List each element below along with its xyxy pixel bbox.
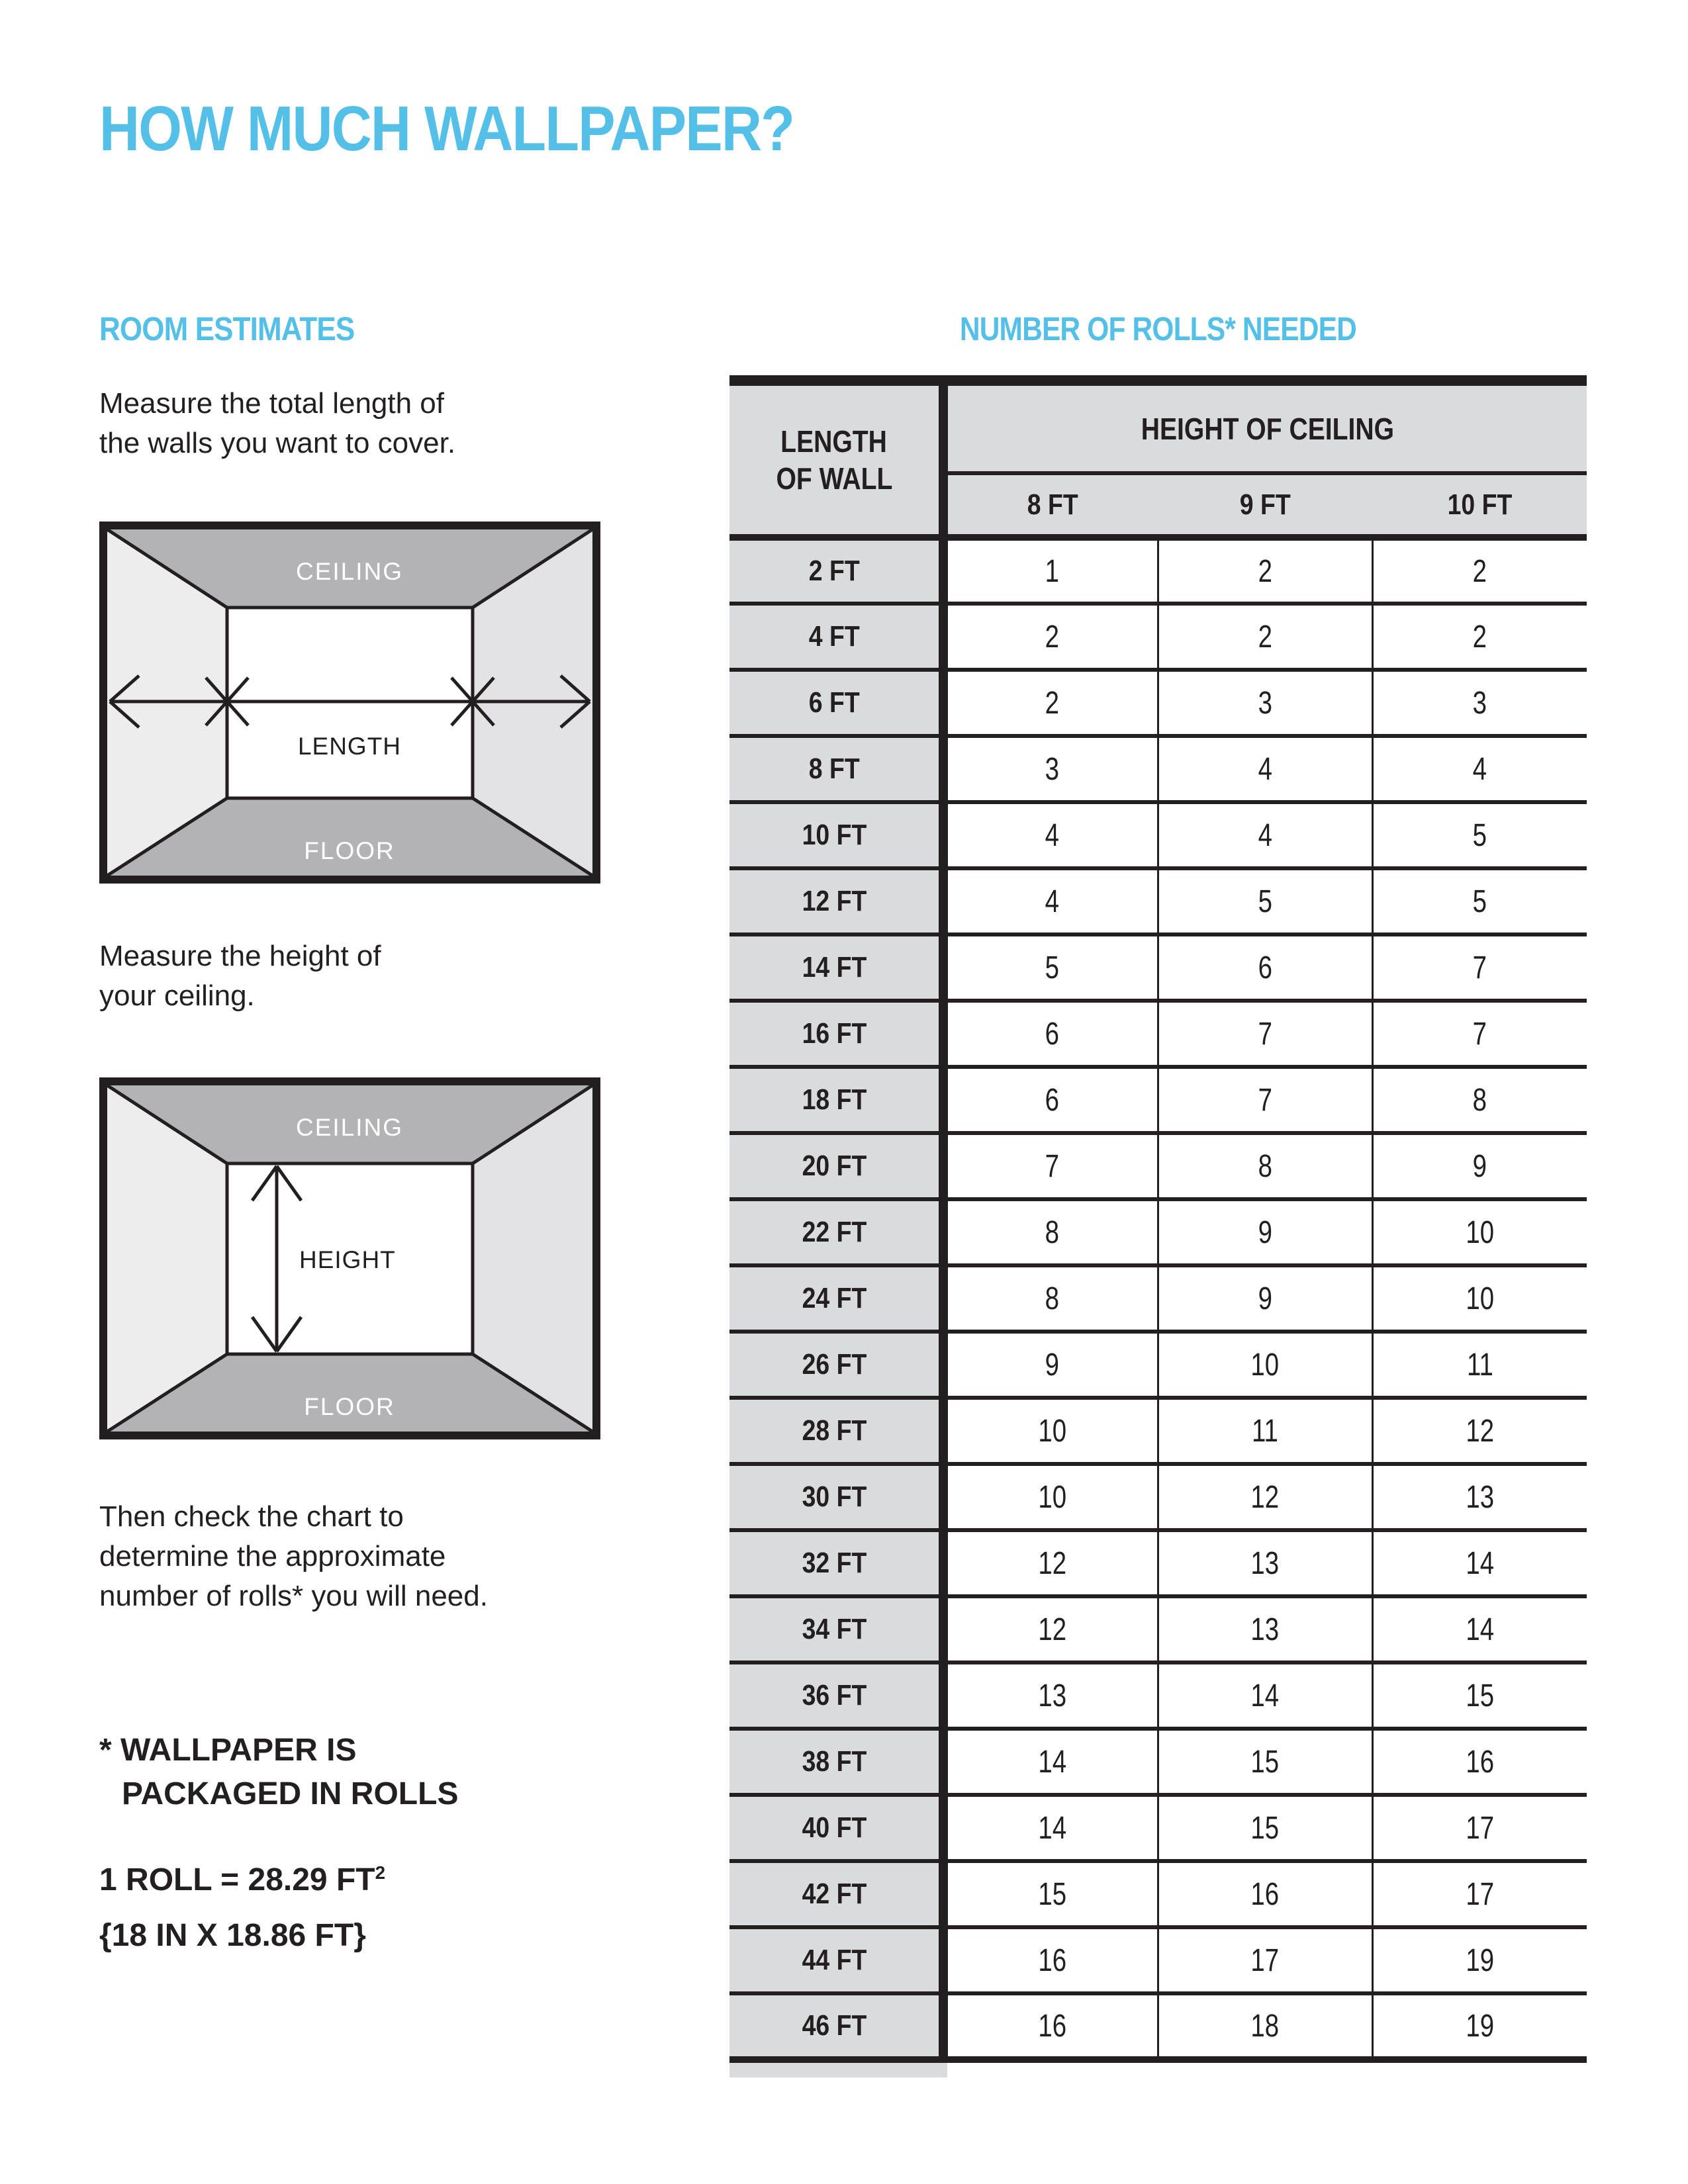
cell-value [1372,1398,1587,1464]
row-label [729,868,943,934]
cell-value [1158,1332,1372,1398]
page-title [99,93,888,165]
cell-value-text: 14 [1038,1744,1067,1780]
cell-value [1372,1332,1587,1398]
table-row [729,1861,1587,1927]
table-row [729,868,1587,934]
row-label-text: 18 FT [802,1083,867,1116]
cell-value-text: 13 [1250,1545,1280,1581]
cell-value-text: 10 [1038,1479,1067,1515]
row-header-cell [729,381,943,537]
cell-value-text: 17 [1466,1810,1495,1846]
column-header-10ft: 10 FT [1372,473,1587,537]
table-row [729,1133,1587,1199]
row-label-text: 22 FT [802,1216,867,1248]
cell-value [1158,802,1372,868]
cell-value [943,1993,1158,2060]
row-label-text: 4 FT [808,620,860,653]
cell-value [943,537,1158,604]
row-label-text: 30 FT [802,1480,867,1513]
row-label [729,1993,943,2060]
table-header-row [729,381,1587,473]
ceiling-label: CEILING [295,558,404,585]
room-estimates-heading: ROOM ESTIMATES [99,310,355,347]
cell-value [943,1133,1158,1199]
cell-value [1158,1927,1372,1993]
page-title-text: HOW MUCH WALLPAPER? [99,93,794,164]
cell-value-text: 13 [1250,1612,1280,1647]
row-label-text: 6 FT [808,686,860,719]
cell-value [1372,670,1587,736]
footnote-line1: * WALLPAPER IS [99,1733,357,1768]
row-label [729,1530,943,1596]
table-row [729,1530,1587,1596]
cell-value-text: 10 [1250,1347,1280,1383]
cell-value [1372,1265,1587,1332]
cell-value-text: 4 [1045,817,1060,853]
floor-label: FLOOR [304,1393,395,1420]
cell-value [1158,1795,1372,1861]
cell-value-text: 14 [1466,1545,1495,1581]
cell-value-text: 15 [1466,1678,1495,1713]
row-label-text: 8 FT [808,752,860,785]
row-label-text: 20 FT [802,1150,867,1182]
cell-value-text: 16 [1038,2008,1067,2044]
cell-value-text: 5 [1473,884,1487,919]
cell-value-text: 7 [1045,1148,1060,1184]
rolls-table-wrap [729,375,1587,2077]
row-label-text: 26 FT [802,1348,867,1381]
row-label [729,802,943,868]
roll-dimensions: {18 IN X 18.86 FT} [99,1917,366,1953]
row-label [729,1133,943,1199]
row-label [729,537,943,604]
cell-value [1158,1993,1372,2060]
cell-value [1372,604,1587,670]
footnote-line2: PACKAGED IN ROLLS [122,1776,459,1811]
step2-text [99,936,381,1016]
cell-value-text: 10 [1466,1214,1495,1250]
length-label: LENGTH [297,733,402,760]
row-label-text: 32 FT [802,1547,867,1579]
row-label [729,1001,943,1067]
cell-value-text: 13 [1038,1678,1067,1713]
cell-value [943,1001,1158,1067]
cell-value [1372,1001,1587,1067]
cell-value-text: 15 [1250,1744,1280,1780]
cell-value-text: 9 [1258,1214,1272,1250]
cell-value-text: 14 [1250,1678,1280,1713]
cell-value-text: 12 [1466,1413,1495,1449]
row-label [729,1729,943,1795]
cell-value [943,802,1158,868]
row-label [729,1596,943,1662]
cell-value-text: 10 [1466,1281,1495,1316]
cell-value [1372,868,1587,934]
column-group-header: HEIGHT OF CEILING [943,381,1587,473]
table-row [729,1332,1587,1398]
cell-value-text: 2 [1045,619,1060,655]
cell-value-text: 19 [1466,2008,1495,2044]
row-label [729,1265,943,1332]
cell-value [943,1861,1158,1927]
row-label-text: 28 FT [802,1414,867,1447]
cell-value-text: 4 [1258,817,1272,853]
cell-value [1372,1596,1587,1662]
room-length-diagram [99,522,600,884]
cell-value-text: 13 [1466,1479,1495,1515]
cell-value-text: 6 [1045,1016,1060,1052]
cell-value [1372,934,1587,1001]
table-row [729,604,1587,670]
row-label [729,934,943,1001]
step2-line1: Measure the height of [99,940,381,972]
cell-value-text: 9 [1258,1281,1272,1316]
cell-value-text: 3 [1473,685,1487,721]
table-row [729,537,1587,604]
cell-value-text: 8 [1258,1148,1272,1184]
cell-value-text: 12 [1038,1612,1067,1647]
cell-value-text: 14 [1466,1612,1495,1647]
table-row [729,670,1587,736]
roll-info [99,1861,385,1954]
cell-value [1372,736,1587,802]
row-label-text: 16 FT [802,1017,867,1050]
cell-value [1158,1265,1372,1332]
cell-value-text: 7 [1258,1082,1272,1118]
cell-value [1372,1927,1587,1993]
rolls-needed-heading: NUMBER OF ROLLS* NEEDED [959,310,1357,347]
cell-value [943,1332,1158,1398]
cell-value-text: 2 [1045,685,1060,721]
table-row [729,1067,1587,1133]
table-row [729,1398,1587,1464]
cell-value [1158,670,1372,736]
cell-value [943,1265,1158,1332]
cell-value [943,1662,1158,1729]
table-row [729,1001,1587,1067]
cell-value [1158,1729,1372,1795]
cell-value [1372,1662,1587,1729]
step1-text [99,384,455,463]
cell-value-text: 17 [1466,1876,1495,1912]
column-header-8ft: 8 FT [943,473,1158,537]
cell-value-text: 19 [1466,1942,1495,1978]
cell-value-text: 9 [1045,1347,1060,1383]
cell-value-text: 12 [1250,1479,1280,1515]
cell-value-text: 4 [1258,751,1272,787]
row-label-text: 24 FT [802,1282,867,1314]
cell-value [943,1927,1158,1993]
cell-value [943,736,1158,802]
cell-value-text: 16 [1038,1942,1067,1978]
cell-value [1158,537,1372,604]
row-label-text: 34 FT [802,1613,867,1645]
row-label-text: 46 FT [802,2009,867,2042]
cell-value-text: 3 [1258,685,1272,721]
row-label [729,1067,943,1133]
table-row [729,802,1587,868]
cell-value [943,670,1158,736]
row-label-text: 2 FT [808,555,860,587]
table-row [729,1795,1587,1861]
row-label-text: 44 FT [802,1944,867,1976]
cell-value-text: 7 [1258,1016,1272,1052]
cell-value [943,1729,1158,1795]
cell-value-text: 7 [1473,950,1487,985]
cell-value [943,1398,1158,1464]
cell-value [1158,1530,1372,1596]
rolls-table [729,375,1587,2063]
table-row [729,736,1587,802]
gray-column-tab [729,2063,947,2077]
floor-label: FLOOR [304,837,395,864]
cell-value-text: 8 [1473,1082,1487,1118]
row-label-text: 42 FT [802,1878,867,1910]
row-label [729,1861,943,1927]
row-label [729,1398,943,1464]
row-label [729,1464,943,1530]
cell-value-text: 16 [1250,1876,1280,1912]
roll-equation-superscript: 2 [375,1862,386,1883]
cell-value-text: 5 [1473,817,1487,853]
cell-value [1372,1133,1587,1199]
cell-value-text: 5 [1045,950,1060,985]
table-row [729,934,1587,1001]
cell-value [1372,537,1587,604]
row-label-text: 40 FT [802,1811,867,1844]
cell-value [943,934,1158,1001]
cell-value-text: 16 [1466,1744,1495,1780]
cell-value-text: 12 [1038,1545,1067,1581]
cell-value [1158,1398,1372,1464]
cell-value-text: 11 [1466,1347,1493,1383]
table-row [729,1662,1587,1729]
cell-value-text: 5 [1258,884,1272,919]
cell-value [943,604,1158,670]
cell-value [1372,1067,1587,1133]
cell-value [1372,802,1587,868]
cell-value [1158,1464,1372,1530]
row-label [729,1199,943,1265]
height-label: HEIGHT [299,1246,396,1273]
row-label [729,1927,943,1993]
cell-value [943,1795,1158,1861]
row-label [729,1795,943,1861]
step3-line3: number of rolls* you will need. [99,1580,488,1612]
step3-text [99,1497,488,1616]
cell-value [943,868,1158,934]
step1-line2: the walls you want to cover. [99,427,456,459]
table-row [729,1596,1587,1662]
cell-value-text: 2 [1473,619,1487,655]
cell-value [1372,1729,1587,1795]
cell-value-text: 3 [1045,751,1060,787]
step3-line1: Then check the chart to [99,1500,404,1533]
row-header-line2: OF WALL [776,461,892,496]
row-label [729,604,943,670]
row-label-text: 38 FT [802,1745,867,1778]
cell-value-text: 8 [1045,1214,1060,1250]
cell-value [1158,1662,1372,1729]
table-row [729,1464,1587,1530]
row-label-text: 12 FT [802,885,867,917]
cell-value [1158,604,1372,670]
wallpaper-footnote [99,1729,458,1816]
cell-value-text: 4 [1473,751,1487,787]
step3-line2: determine the approximate [99,1540,446,1572]
cell-value-text: 6 [1045,1082,1060,1118]
cell-value [943,1596,1158,1662]
cell-value-text: 11 [1252,1413,1278,1449]
cell-value-text: 15 [1038,1876,1067,1912]
cell-value-text: 4 [1045,884,1060,919]
cell-value-text: 7 [1473,1016,1487,1052]
step1-line1: Measure the total length of [99,387,444,420]
cell-value-text: 15 [1250,1810,1280,1846]
cell-value-text: 2 [1473,553,1487,589]
cell-value [1158,1596,1372,1662]
ceiling-label: CEILING [295,1114,404,1141]
table-row [729,1199,1587,1265]
row-header-line1: LENGTH [780,424,888,459]
cell-value [1372,1199,1587,1265]
cell-value-text: 2 [1258,553,1272,589]
row-label-text: 14 FT [802,951,867,983]
row-label [729,1662,943,1729]
table-row [729,1993,1587,2060]
row-label [729,1332,943,1398]
cell-value-text: 2 [1258,619,1272,655]
cell-value [943,1067,1158,1133]
cell-value [1158,1067,1372,1133]
row-label-text: 10 FT [802,819,867,851]
cell-value-text: 17 [1250,1942,1280,1978]
cell-value-text: 14 [1038,1810,1067,1846]
cell-value [1372,1795,1587,1861]
room-height-diagram [99,1077,600,1439]
cell-value [1158,1199,1372,1265]
cell-value-text: 10 [1038,1413,1067,1449]
cell-value-text: 6 [1258,950,1272,985]
cell-value-text: 18 [1250,2008,1280,2044]
table-row [729,1265,1587,1332]
rolls-table-body [729,537,1587,2060]
rolls-table-head [729,381,1587,537]
roll-equation [99,1861,385,1899]
cell-value [1372,1861,1587,1927]
cell-value [1158,868,1372,934]
cell-value [943,1199,1158,1265]
cell-value [1372,1993,1587,2060]
cell-value [1158,736,1372,802]
row-label [729,736,943,802]
table-row [729,1927,1587,1993]
roll-equation-text: 1 ROLL = 28.29 FT [99,1862,375,1897]
row-label-text: 36 FT [802,1679,867,1711]
cell-value [943,1464,1158,1530]
row-label [729,670,943,736]
cell-value-text: 9 [1473,1148,1487,1184]
step2-line2: your ceiling. [99,979,255,1012]
cell-value [1158,934,1372,1001]
cell-value [1158,1133,1372,1199]
cell-value [1158,1861,1372,1927]
cell-value [943,1530,1158,1596]
cell-value-text: 8 [1045,1281,1060,1316]
cell-value-text: 1 [1045,553,1060,589]
column-header-9ft: 9 FT [1158,473,1372,537]
cell-value [1158,1001,1372,1067]
table-row [729,1729,1587,1795]
cell-value [1372,1530,1587,1596]
cell-value [1372,1464,1587,1530]
